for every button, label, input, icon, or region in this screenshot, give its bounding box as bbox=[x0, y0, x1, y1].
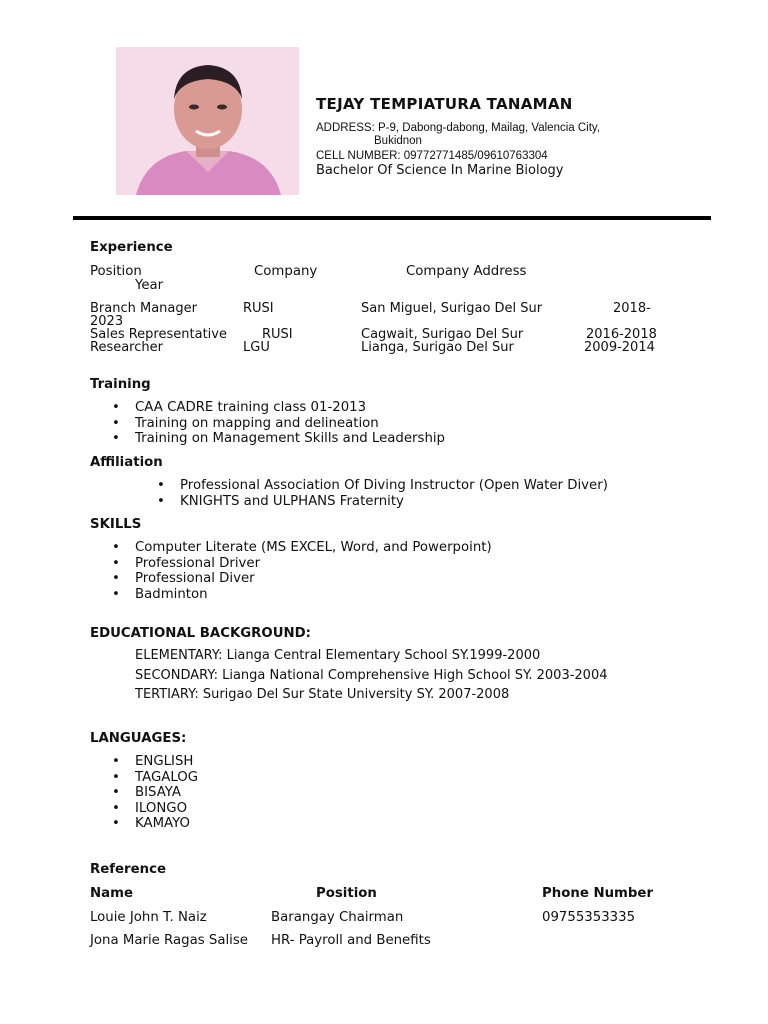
skills-item: • Badminton bbox=[90, 587, 492, 603]
training-item: • Training on mapping and delineation bbox=[90, 416, 445, 432]
experience-row-company: LGU bbox=[243, 340, 270, 355]
experience-col-year: Year bbox=[135, 278, 164, 293]
experience-row-company: RUSI bbox=[243, 301, 274, 316]
education-elementary: ELEMENTARY: Lianga Central Elementary School SY.1999-2000 bbox=[135, 648, 541, 663]
skills-item: • Professional Diver bbox=[90, 571, 492, 587]
experience-row-address: San Miguel, Surigao Del Sur bbox=[361, 301, 543, 316]
languages-list bbox=[90, 754, 198, 832]
skills-item: • Computer Literate (MS EXCEL, Word, and Powerpoint) bbox=[90, 540, 492, 556]
address-line: ADDRESS: P-9, Dabong-dabong, Mailag, Valencia City, bbox=[316, 122, 601, 134]
languages-heading: LANGUAGES: bbox=[90, 731, 187, 746]
education-secondary: SECONDARY: Lianga National Comprehensive High School SY. 2003-2004 bbox=[135, 668, 608, 683]
training-item: • Training on Management Skills and Leadership bbox=[90, 431, 445, 447]
degree: Bachelor Of Science In Marine Biology bbox=[316, 163, 564, 178]
skills-item: • Professional Driver bbox=[90, 556, 492, 572]
experience-row-year: 2009-2014 bbox=[584, 340, 655, 355]
reference-col-name: Name bbox=[90, 886, 133, 901]
affiliation-list bbox=[135, 478, 608, 509]
training-item: • CAA CADRE training class 01-2013 bbox=[90, 400, 445, 416]
reference-col-position: Position bbox=[316, 886, 377, 901]
experience-col-company: Company bbox=[254, 264, 318, 279]
training-heading: Training bbox=[90, 377, 151, 392]
experience-row-year-continued: 2023 bbox=[90, 314, 124, 329]
training-list bbox=[90, 400, 445, 447]
affiliation-item: • KNIGHTS and ULPHANS Fraternity bbox=[135, 494, 608, 510]
experience-row-address: Cagwait, Surigao Del Sur bbox=[361, 327, 524, 342]
reference-row-position: HR- Payroll and Benefits bbox=[271, 933, 431, 948]
reference-col-phone: Phone Number bbox=[542, 886, 654, 901]
education-tertiary: TERTIARY: Surigao Del Sur State University SY. 2007-2008 bbox=[135, 687, 510, 702]
affiliation-item: • Professional Association Of Diving Instructor (Open Water Diver) bbox=[135, 478, 608, 494]
language-item: • KAMAYO bbox=[90, 816, 198, 832]
experience-row-year: 2018- bbox=[613, 301, 651, 316]
experience-col-position: Position bbox=[90, 264, 142, 279]
reference-heading: Reference bbox=[90, 862, 167, 877]
language-item: • ILONGO bbox=[90, 801, 198, 817]
reference-row-name: Jona Marie Ragas Salise bbox=[90, 933, 248, 948]
candidate-name: TEJAY TEMPIATURA TANAMAN bbox=[316, 95, 573, 113]
experience-row-position: Branch Manager bbox=[90, 301, 197, 316]
reference-row-position: Barangay Chairman bbox=[271, 910, 404, 925]
experience-row-address: Lianga, Surigao Del Sur bbox=[361, 340, 514, 355]
header-divider bbox=[73, 216, 711, 220]
affiliation-heading: Affiliation bbox=[90, 455, 163, 470]
address-line-continued: Bukidnon bbox=[374, 135, 422, 147]
reference-row-name: Louie John T. Naiz bbox=[90, 910, 207, 925]
experience-row-year: 2016-2018 bbox=[586, 327, 657, 342]
profile-photo bbox=[116, 47, 299, 195]
skills-heading: SKILLS bbox=[90, 517, 142, 532]
cell-number: CELL NUMBER: 09772771485/09610763304 bbox=[316, 150, 548, 162]
language-item: • ENGLISH bbox=[90, 754, 198, 770]
experience-col-address: Company Address bbox=[406, 264, 527, 279]
experience-row-position: Researcher bbox=[90, 340, 163, 355]
language-item: • TAGALOG bbox=[90, 770, 198, 786]
person-photo-illustration bbox=[116, 47, 299, 195]
experience-row-position: Sales Representative bbox=[90, 327, 227, 342]
experience-row-company: RUSI bbox=[262, 327, 293, 342]
experience-heading: Experience bbox=[90, 240, 173, 255]
skills-list bbox=[90, 540, 492, 602]
education-heading: EDUCATIONAL BACKGROUND: bbox=[90, 626, 312, 641]
reference-row-phone: 09755353335 bbox=[542, 910, 636, 925]
language-item: • BISAYA bbox=[90, 785, 198, 801]
